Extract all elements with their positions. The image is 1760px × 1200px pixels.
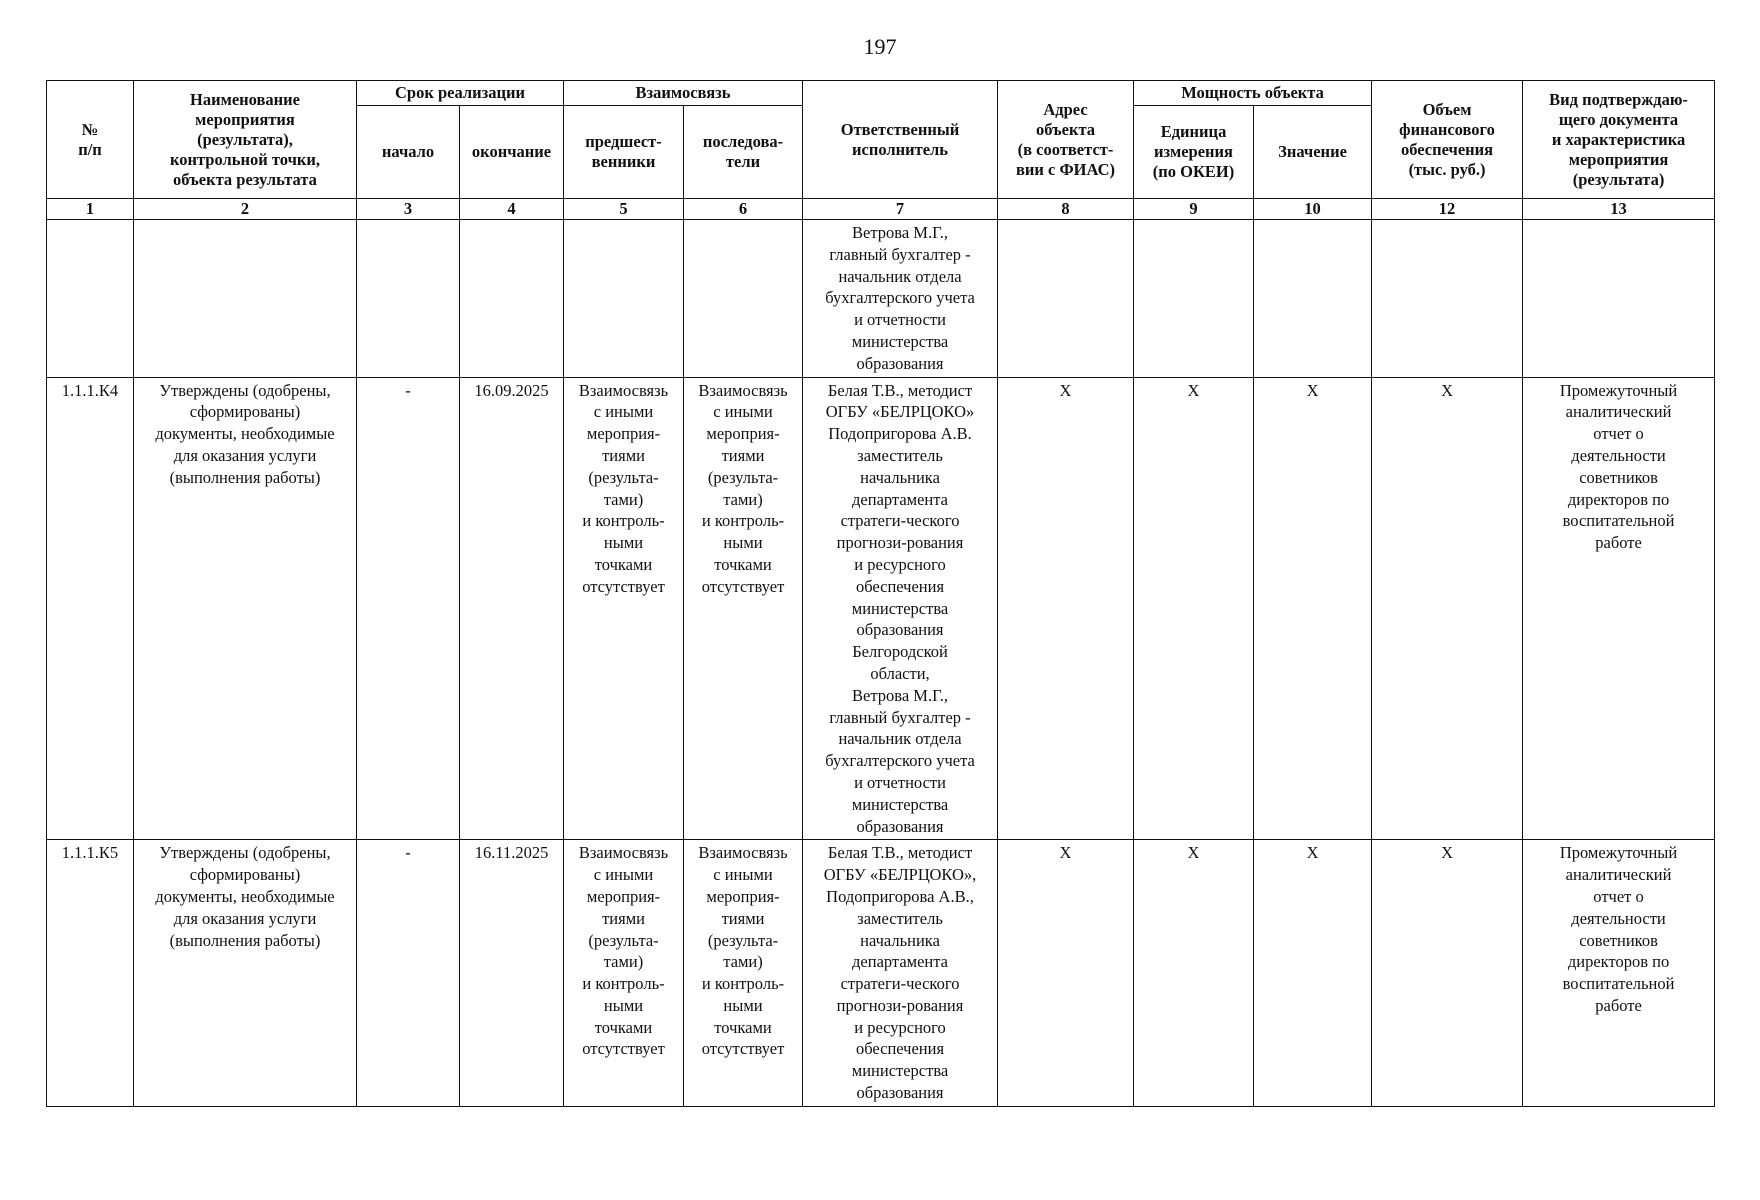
cell-end: 16.11.2025 bbox=[460, 840, 564, 1107]
cell-value bbox=[1254, 220, 1372, 378]
cell-id bbox=[47, 220, 134, 378]
cell-value: Х bbox=[1254, 840, 1372, 1107]
header-successors: последова- тели bbox=[684, 106, 803, 199]
header-row-top bbox=[47, 81, 1715, 106]
column-number: 2 bbox=[134, 199, 357, 220]
cell-name bbox=[134, 220, 357, 378]
column-number-row bbox=[47, 199, 1715, 220]
cell-predecessors: Взаимосвязь с иными мероприя- тиями (результа- тами) и контроль- ными точками отсутствует bbox=[564, 377, 684, 840]
cell-successors: Взаимосвязь с иными мероприя- тиями (результа- тами) и контроль- ными точками отсутствует bbox=[684, 840, 803, 1107]
cell-responsible: Ветрова М.Г., главный бухгалтер - начальник отдела бухгалтерского учета и отчетности министерства образования bbox=[803, 220, 998, 378]
cell-unit: Х bbox=[1134, 840, 1254, 1107]
cell-funding: Х bbox=[1372, 840, 1523, 1107]
cell-end: 16.09.2025 bbox=[460, 377, 564, 840]
column-number: 6 bbox=[684, 199, 803, 220]
cell-successors: Взаимосвязь с иными мероприя- тиями (результа- тами) и контроль- ными точками отсутствует bbox=[684, 377, 803, 840]
header-period: Срок реализации bbox=[357, 81, 564, 106]
cell-start: - bbox=[357, 377, 460, 840]
cell-id: 1.1.1.К4 bbox=[47, 377, 134, 840]
cell-end bbox=[460, 220, 564, 378]
column-number: 4 bbox=[460, 199, 564, 220]
cell-funding bbox=[1372, 220, 1523, 378]
header-doc-type: Вид подтверждаю- щего документа и характеристика мероприятия (результата) bbox=[1523, 81, 1715, 199]
table-row bbox=[47, 840, 1715, 1107]
cell-responsible: Белая Т.В., методист ОГБУ «БЕЛРЦОКО», Подопригорова А.В., заместитель начальника департамента стратеги-ческого прогнози-рования и ресурсного обеспечения министерства образования bbox=[803, 840, 998, 1107]
header-address: Адрес объекта (в соответст- вии с ФИАС) bbox=[998, 81, 1134, 199]
cell-funding: Х bbox=[1372, 377, 1523, 840]
header-start: начало bbox=[357, 106, 460, 199]
cell-name: Утверждены (одобрены, сформированы) документы, необходимые для оказания услуги (выполнения работы) bbox=[134, 840, 357, 1107]
cell-successors bbox=[684, 220, 803, 378]
header-num: № п/п bbox=[47, 81, 134, 199]
table-row bbox=[47, 220, 1715, 378]
cell-start bbox=[357, 220, 460, 378]
cell-address: Х bbox=[998, 840, 1134, 1107]
column-number: 7 bbox=[803, 199, 998, 220]
cell-name: Утверждены (одобрены, сформированы) документы, необходимые для оказания услуги (выполнения работы) bbox=[134, 377, 357, 840]
column-number: 10 bbox=[1254, 199, 1372, 220]
page-number: 197 bbox=[863, 34, 897, 59]
cell-predecessors bbox=[564, 220, 684, 378]
column-number: 5 bbox=[564, 199, 684, 220]
cell-address bbox=[998, 220, 1134, 378]
cell-value: Х bbox=[1254, 377, 1372, 840]
header-unit: Единица измерения (по ОКЕИ) bbox=[1134, 106, 1254, 199]
cell-id: 1.1.1.К5 bbox=[47, 840, 134, 1107]
column-number: 12 bbox=[1372, 199, 1523, 220]
column-number: 8 bbox=[998, 199, 1134, 220]
cell-unit bbox=[1134, 220, 1254, 378]
column-number: 3 bbox=[357, 199, 460, 220]
column-number: 9 bbox=[1134, 199, 1254, 220]
column-number: 1 bbox=[47, 199, 134, 220]
header-capacity: Мощность объекта bbox=[1134, 81, 1372, 106]
cell-unit: Х bbox=[1134, 377, 1254, 840]
cell-address: Х bbox=[998, 377, 1134, 840]
header-predecessors: предшест- венники bbox=[564, 106, 684, 199]
cell-doc-type: Промежуточный аналитический отчет о деятельности советников директоров по воспитательной работе bbox=[1523, 377, 1715, 840]
column-number: 13 bbox=[1523, 199, 1715, 220]
cell-predecessors: Взаимосвязь с иными мероприя- тиями (результа- тами) и контроль- ными точками отсутствует bbox=[564, 840, 684, 1107]
header-end: окончание bbox=[460, 106, 564, 199]
cell-responsible: Белая Т.В., методист ОГБУ «БЕЛРЦОКО» Подопригорова А.В. заместитель начальника департамента стратеги-ческого прогнози-рования и ресурсного обеспечения министерства образования Белгородской области, Ветрова М.Г., главный бухгалтер - начальник отдела бухгалтерского учета и отчетности министерства образования bbox=[803, 377, 998, 840]
header-relation: Взаимосвязь bbox=[564, 81, 803, 106]
header-value: Значение bbox=[1254, 106, 1372, 199]
activities-table bbox=[46, 80, 1715, 1107]
header-responsible: Ответственный исполнитель bbox=[803, 81, 998, 199]
cell-doc-type: Промежуточный аналитический отчет о деятельности советников директоров по воспитательной работе bbox=[1523, 840, 1715, 1107]
table-row bbox=[47, 377, 1715, 840]
header-name: Наименование мероприятия (результата), контрольной точки, объекта результата bbox=[134, 81, 357, 199]
header-funding: Объем финансового обеспечения (тыс. руб.) bbox=[1372, 81, 1523, 199]
cell-start: - bbox=[357, 840, 460, 1107]
cell-doc-type bbox=[1523, 220, 1715, 378]
